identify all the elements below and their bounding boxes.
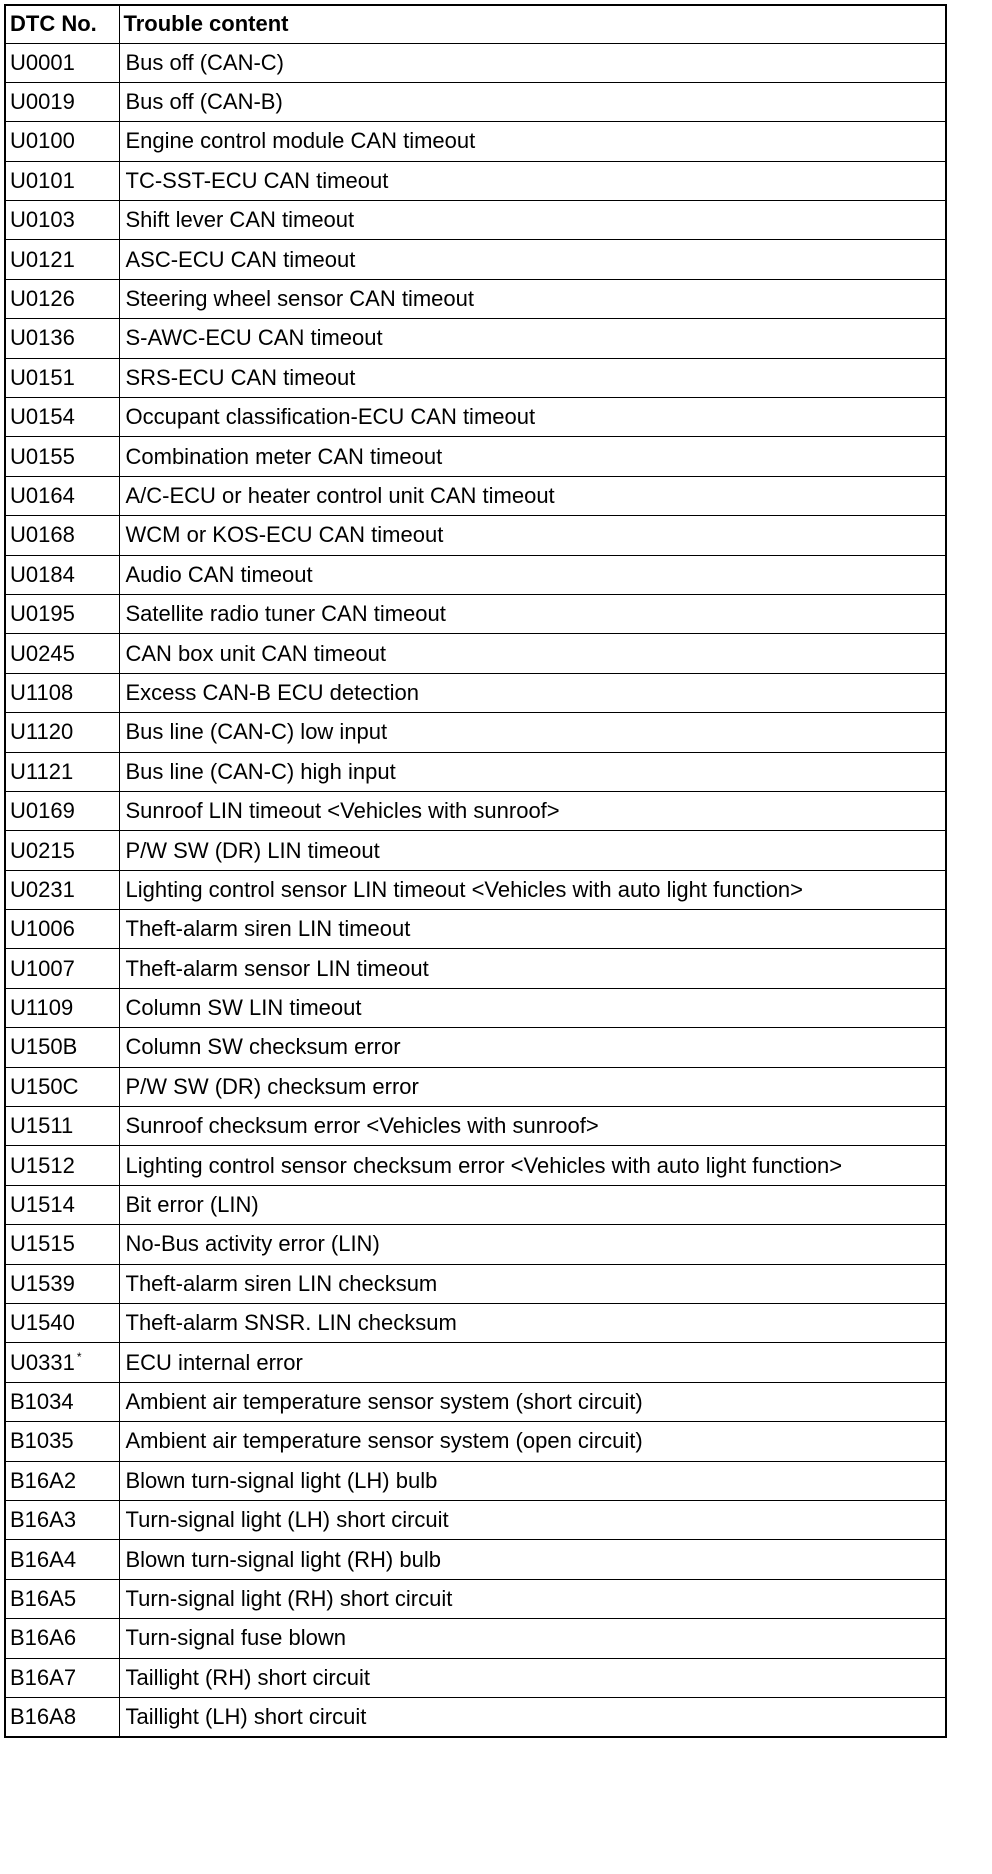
dtc-code: U1540 bbox=[10, 1310, 75, 1336]
trouble-content-cell: Turn-signal light (LH) short circuit bbox=[119, 1500, 946, 1539]
trouble-content-cell: Turn-signal light (RH) short circuit bbox=[119, 1579, 946, 1618]
trouble-content-cell: Column SW checksum error bbox=[119, 1028, 946, 1067]
dtc-code: U0231 bbox=[10, 876, 75, 902]
dtc-code: B16A6 bbox=[10, 1625, 77, 1651]
table-row bbox=[5, 594, 946, 633]
trouble-content-cell: Satellite radio tuner CAN timeout bbox=[119, 594, 946, 633]
trouble-content-cell: Sunroof LIN timeout <Vehicles with sunroof> bbox=[119, 791, 946, 830]
dtc-code-cell bbox=[5, 713, 119, 752]
dtc-code: U1108 bbox=[10, 679, 74, 705]
table-row bbox=[5, 1697, 946, 1736]
dtc-code: U1514 bbox=[10, 1192, 75, 1218]
trouble-content-cell: TC-SST-ECU CAN timeout bbox=[119, 161, 946, 200]
table-row bbox=[5, 1146, 946, 1185]
dtc-table bbox=[4, 4, 947, 1738]
dtc-code: U1007 bbox=[10, 955, 75, 981]
table-row bbox=[5, 476, 946, 515]
dtc-code: U1515 bbox=[10, 1231, 75, 1257]
table-row bbox=[5, 752, 946, 791]
trouble-content-cell: ECU internal error bbox=[119, 1343, 946, 1382]
trouble-content-cell: Audio CAN timeout bbox=[119, 555, 946, 594]
trouble-content-cell: Theft-alarm SNSR. LIN checksum bbox=[119, 1304, 946, 1343]
trouble-content-cell: SRS-ECU CAN timeout bbox=[119, 358, 946, 397]
table-row bbox=[5, 1304, 946, 1343]
dtc-code-cell bbox=[5, 161, 119, 200]
trouble-content-cell: Steering wheel sensor CAN timeout bbox=[119, 279, 946, 318]
dtc-code: U0100 bbox=[10, 128, 75, 154]
table-row bbox=[5, 43, 946, 82]
dtc-code-cell bbox=[5, 752, 119, 791]
table-header-row bbox=[5, 5, 946, 43]
trouble-content-cell: Ambient air temperature sensor system (short circuit) bbox=[119, 1382, 946, 1421]
dtc-code: B1035 bbox=[10, 1428, 74, 1454]
trouble-content-cell: Bus off (CAN-B) bbox=[119, 82, 946, 121]
trouble-content-cell: Engine control module CAN timeout bbox=[119, 122, 946, 161]
dtc-code-cell bbox=[5, 1304, 119, 1343]
dtc-code: U0103 bbox=[10, 207, 75, 233]
dtc-code: U1539 bbox=[10, 1270, 75, 1296]
dtc-code-cell bbox=[5, 1422, 119, 1461]
table-row bbox=[5, 1422, 946, 1461]
table-row bbox=[5, 831, 946, 870]
dtc-code: B16A8 bbox=[10, 1703, 77, 1729]
dtc-code-cell bbox=[5, 516, 119, 555]
trouble-content-cell: Taillight (LH) short circuit bbox=[119, 1697, 946, 1736]
dtc-code-cell bbox=[5, 122, 119, 161]
dtc-code-cell bbox=[5, 634, 119, 673]
trouble-content-cell: Lighting control sensor LIN timeout <Vehicles with auto light function> bbox=[119, 870, 946, 909]
trouble-content-cell: Theft-alarm siren LIN timeout bbox=[119, 910, 946, 949]
dtc-code-cell bbox=[5, 1658, 119, 1697]
table-row bbox=[5, 398, 946, 437]
dtc-code-cell bbox=[5, 1697, 119, 1736]
table-row bbox=[5, 240, 946, 279]
dtc-code: U1109 bbox=[10, 995, 74, 1021]
dtc-code: B16A4 bbox=[10, 1546, 77, 1572]
trouble-content-cell: Combination meter CAN timeout bbox=[119, 437, 946, 476]
trouble-content-cell: No-Bus activity error (LIN) bbox=[119, 1225, 946, 1264]
footnote-marker: * bbox=[76, 1350, 82, 1365]
trouble-content-cell: ASC-ECU CAN timeout bbox=[119, 240, 946, 279]
table-body bbox=[5, 43, 946, 1737]
dtc-code-cell bbox=[5, 1146, 119, 1185]
column-header-dtc-no: DTC No. bbox=[5, 5, 119, 43]
trouble-content-cell: Occupant classification-ECU CAN timeout bbox=[119, 398, 946, 437]
dtc-code: U150C bbox=[10, 1073, 79, 1099]
table-row bbox=[5, 1107, 946, 1146]
column-header-trouble-content: Trouble content bbox=[119, 5, 946, 43]
dtc-code-cell bbox=[5, 594, 119, 633]
dtc-code: U0001 bbox=[10, 49, 75, 75]
table-row bbox=[5, 437, 946, 476]
table-row bbox=[5, 1619, 946, 1658]
dtc-code: U1121 bbox=[10, 758, 74, 784]
dtc-code-cell bbox=[5, 476, 119, 515]
table-row bbox=[5, 1225, 946, 1264]
dtc-code-cell bbox=[5, 43, 119, 82]
table-row bbox=[5, 1185, 946, 1224]
trouble-content-cell: Ambient air temperature sensor system (open circuit) bbox=[119, 1422, 946, 1461]
dtc-code-cell bbox=[5, 1382, 119, 1421]
dtc-code-cell bbox=[5, 240, 119, 279]
trouble-content-cell: Sunroof checksum error <Vehicles with sunroof> bbox=[119, 1107, 946, 1146]
dtc-code: U0169 bbox=[10, 798, 75, 824]
trouble-content-cell: Bus off (CAN-C) bbox=[119, 43, 946, 82]
dtc-code-cell bbox=[5, 319, 119, 358]
dtc-code: B16A7 bbox=[10, 1664, 77, 1690]
dtc-code: B16A3 bbox=[10, 1507, 77, 1533]
trouble-content-cell: CAN box unit CAN timeout bbox=[119, 634, 946, 673]
table-row bbox=[5, 1382, 946, 1421]
trouble-content-cell: Lighting control sensor checksum error <Vehicles with auto light function> bbox=[119, 1146, 946, 1185]
dtc-code: U0019 bbox=[10, 89, 75, 115]
dtc-code: B1034 bbox=[10, 1388, 74, 1414]
table-row bbox=[5, 634, 946, 673]
trouble-content-cell: Bus line (CAN-C) high input bbox=[119, 752, 946, 791]
dtc-code-cell bbox=[5, 398, 119, 437]
table-row bbox=[5, 673, 946, 712]
dtc-code: U0151 bbox=[10, 364, 75, 390]
dtc-code: U0154 bbox=[10, 404, 75, 430]
table-row bbox=[5, 1658, 946, 1697]
dtc-code-cell bbox=[5, 831, 119, 870]
trouble-content-cell: Theft-alarm siren LIN checksum bbox=[119, 1264, 946, 1303]
table-row bbox=[5, 161, 946, 200]
dtc-code-cell bbox=[5, 910, 119, 949]
table-row bbox=[5, 1500, 946, 1539]
trouble-content-cell: Column SW LIN timeout bbox=[119, 988, 946, 1027]
table-row bbox=[5, 1028, 946, 1067]
dtc-code-cell bbox=[5, 1579, 119, 1618]
table-row bbox=[5, 201, 946, 240]
table-row bbox=[5, 319, 946, 358]
dtc-code: U1511 bbox=[10, 1113, 74, 1139]
table-row bbox=[5, 870, 946, 909]
dtc-code-cell bbox=[5, 279, 119, 318]
trouble-content-cell: Shift lever CAN timeout bbox=[119, 201, 946, 240]
dtc-code-cell bbox=[5, 555, 119, 594]
table-row bbox=[5, 1461, 946, 1500]
dtc-code-cell bbox=[5, 358, 119, 397]
trouble-content-cell: A/C-ECU or heater control unit CAN timeout bbox=[119, 476, 946, 515]
table-row bbox=[5, 949, 946, 988]
dtc-code: U0245 bbox=[10, 640, 75, 666]
trouble-content-cell: Excess CAN-B ECU detection bbox=[119, 673, 946, 712]
dtc-code: U0168 bbox=[10, 522, 75, 548]
table-row bbox=[5, 791, 946, 830]
dtc-code-cell bbox=[5, 1540, 119, 1579]
dtc-code-cell bbox=[5, 1107, 119, 1146]
dtc-code-cell bbox=[5, 1461, 119, 1500]
trouble-content-cell: Theft-alarm sensor LIN timeout bbox=[119, 949, 946, 988]
dtc-code-cell bbox=[5, 1500, 119, 1539]
trouble-content-cell: WCM or KOS-ECU CAN timeout bbox=[119, 516, 946, 555]
dtc-code: U150B bbox=[10, 1034, 78, 1060]
dtc-code-cell bbox=[5, 201, 119, 240]
dtc-code: U0184 bbox=[10, 561, 75, 587]
dtc-code-cell bbox=[5, 949, 119, 988]
trouble-content-cell: Blown turn-signal light (LH) bulb bbox=[119, 1461, 946, 1500]
dtc-code-cell bbox=[5, 1619, 119, 1658]
table-row bbox=[5, 1264, 946, 1303]
dtc-code: U0164 bbox=[10, 482, 75, 508]
table-row bbox=[5, 122, 946, 161]
dtc-code: B16A2 bbox=[10, 1467, 77, 1493]
dtc-code-cell bbox=[5, 870, 119, 909]
trouble-content-cell: Turn-signal fuse blown bbox=[119, 1619, 946, 1658]
dtc-code: U0195 bbox=[10, 601, 75, 627]
dtc-code: U1120 bbox=[10, 719, 74, 745]
dtc-code-cell bbox=[5, 1225, 119, 1264]
dtc-code-cell bbox=[5, 437, 119, 476]
dtc-code: U0101 bbox=[10, 167, 75, 193]
dtc-code: U0155 bbox=[10, 443, 75, 469]
trouble-content-cell: P/W SW (DR) LIN timeout bbox=[119, 831, 946, 870]
trouble-content-cell: Bit error (LIN) bbox=[119, 1185, 946, 1224]
dtc-code: U1512 bbox=[10, 1152, 75, 1178]
dtc-code: U0126 bbox=[10, 286, 75, 312]
table-row bbox=[5, 1343, 946, 1382]
table-row bbox=[5, 279, 946, 318]
dtc-code: U0121 bbox=[10, 246, 75, 272]
dtc-code-cell bbox=[5, 82, 119, 121]
dtc-code: B16A5 bbox=[10, 1585, 77, 1611]
trouble-content-cell: Bus line (CAN-C) low input bbox=[119, 713, 946, 752]
dtc-code: U0136 bbox=[10, 325, 75, 351]
dtc-code-cell bbox=[5, 1185, 119, 1224]
table-row bbox=[5, 358, 946, 397]
table-row bbox=[5, 713, 946, 752]
dtc-code-cell bbox=[5, 1343, 119, 1382]
table-row bbox=[5, 1579, 946, 1618]
table-row bbox=[5, 988, 946, 1027]
table-row bbox=[5, 1540, 946, 1579]
dtc-code: U0331 bbox=[10, 1349, 75, 1375]
dtc-code-cell bbox=[5, 988, 119, 1027]
table-row bbox=[5, 1067, 946, 1106]
table-row bbox=[5, 82, 946, 121]
trouble-content-cell: P/W SW (DR) checksum error bbox=[119, 1067, 946, 1106]
table-row bbox=[5, 516, 946, 555]
dtc-code: U0215 bbox=[10, 837, 75, 863]
dtc-code-cell bbox=[5, 1028, 119, 1067]
trouble-content-cell: Blown turn-signal light (RH) bulb bbox=[119, 1540, 946, 1579]
dtc-code: U1006 bbox=[10, 916, 75, 942]
dtc-code-cell bbox=[5, 673, 119, 712]
dtc-code-cell bbox=[5, 1067, 119, 1106]
table-row bbox=[5, 910, 946, 949]
trouble-content-cell: Taillight (RH) short circuit bbox=[119, 1658, 946, 1697]
dtc-code-cell bbox=[5, 791, 119, 830]
table-row bbox=[5, 555, 946, 594]
trouble-content-cell: S-AWC-ECU CAN timeout bbox=[119, 319, 946, 358]
dtc-code-cell bbox=[5, 1264, 119, 1303]
